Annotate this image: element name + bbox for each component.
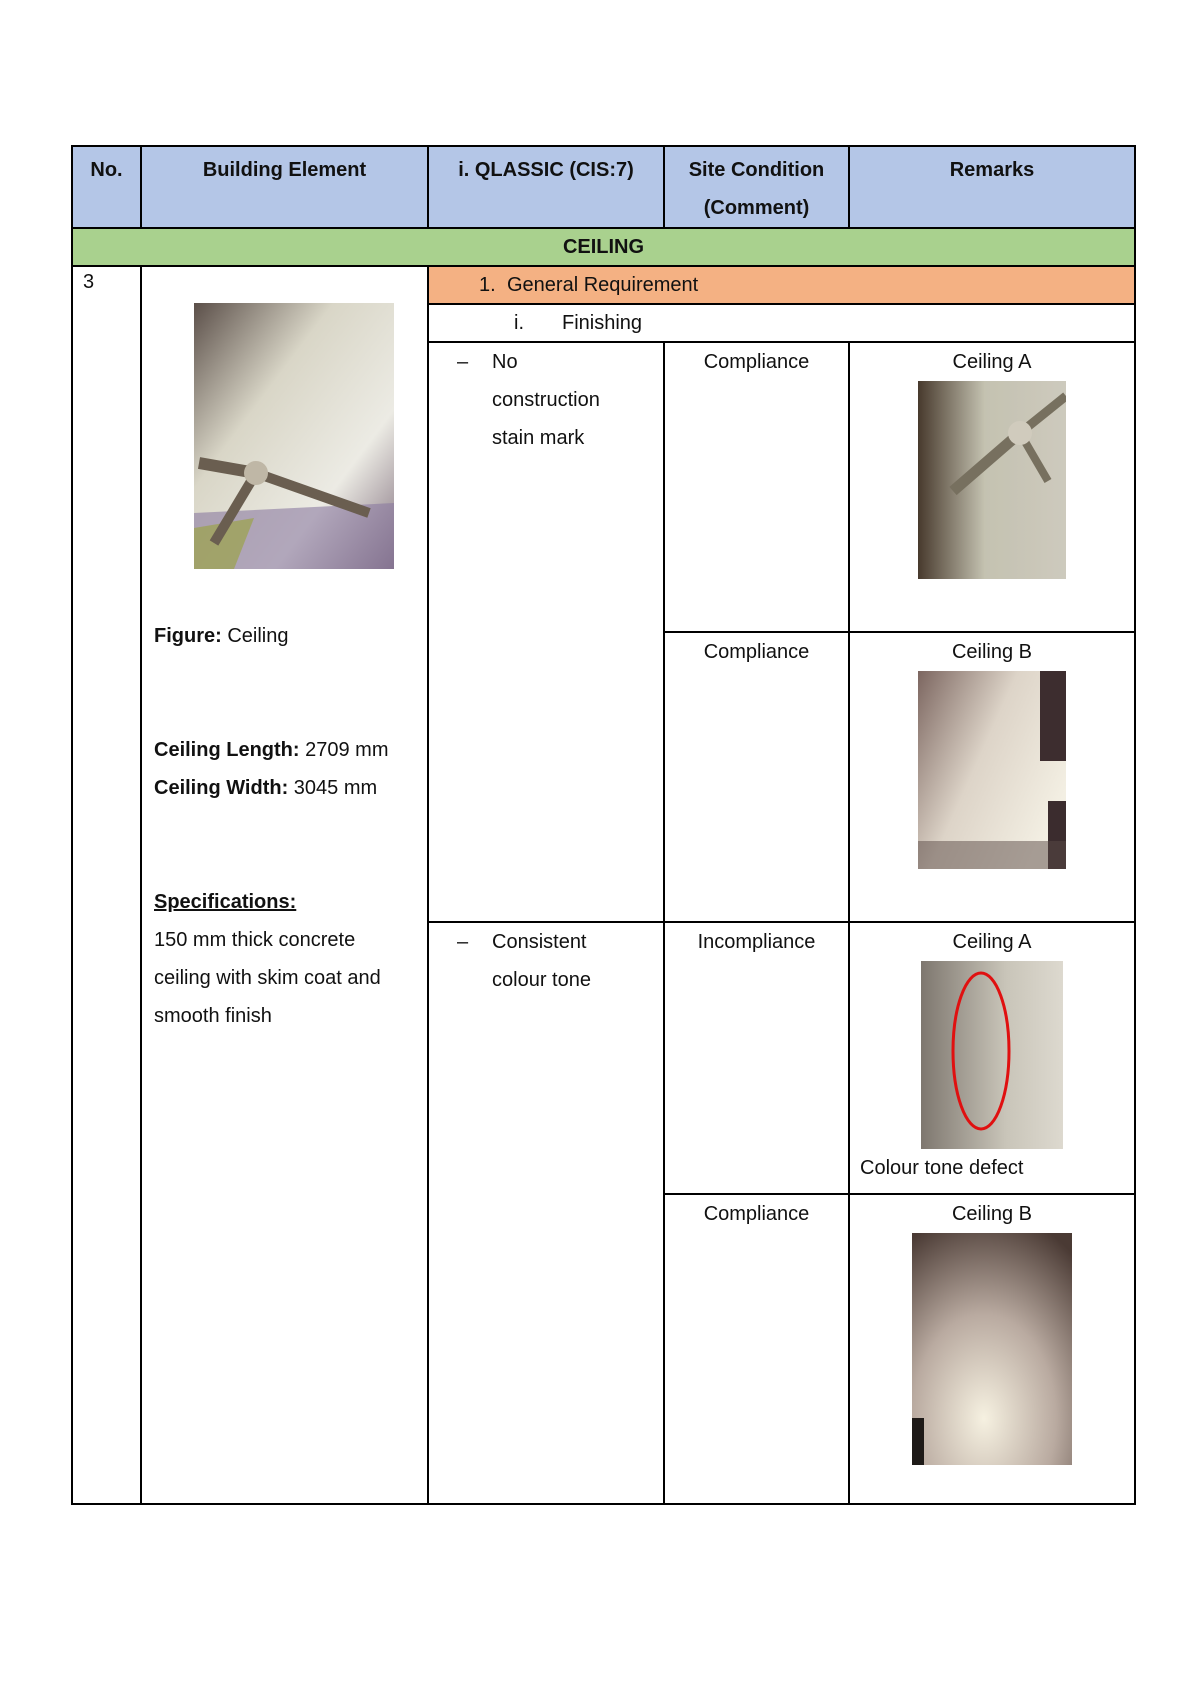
remark-cell [849, 1194, 1135, 1504]
specifications-label: Specifications: [154, 891, 297, 913]
remark-cell [849, 922, 1135, 1194]
site-condition: Incompliance [664, 922, 849, 1194]
requirement-label: General Requirement [507, 274, 699, 296]
ceiling-b-photo [918, 671, 1066, 869]
finishing-label: Finishing [562, 312, 643, 334]
header-site-condition-line2: (Comment) [703, 197, 810, 219]
length-label: Ceiling Length: [154, 739, 300, 761]
header-remarks: Remarks [849, 146, 1135, 228]
remark-label: Ceiling B [951, 641, 1033, 663]
finishing-row: i. Finishing [428, 304, 1135, 342]
ceiling-fan-photo [194, 303, 394, 569]
remark-label: Ceiling B [951, 1203, 1033, 1225]
site-condition: Compliance [664, 342, 849, 632]
site-condition: Compliance [664, 1194, 849, 1504]
building-element-cell [141, 266, 428, 1504]
row-number: 3 [72, 266, 141, 1504]
remark-label: Ceiling A [952, 931, 1032, 953]
header-site-condition [664, 146, 849, 228]
width-value: 3045 mm [288, 777, 378, 799]
header-building-element: Building Element [141, 146, 428, 228]
length-value: 2709 mm [299, 739, 389, 761]
remark-cell [849, 342, 1135, 632]
requirement-row [72, 266, 1135, 304]
header-site-condition-line1: Site Condition [688, 159, 825, 181]
figure-label: Figure: [154, 625, 222, 647]
section-row [72, 228, 1135, 266]
header-row [72, 146, 1135, 228]
criterion-colour-tone: – Consistent colour tone [428, 922, 664, 1504]
section-title: CEILING [72, 228, 1135, 266]
width-label: Ceiling Width: [154, 777, 289, 799]
ceiling-a-fan-photo [918, 381, 1066, 579]
defect-note: Colour tone defect [860, 1157, 1024, 1179]
spec-line-2: ceiling with skim coat and [154, 967, 381, 989]
spec-line-3: smooth finish [154, 1005, 272, 1027]
ceiling-b-corner-photo [912, 1233, 1072, 1465]
inspection-table [71, 145, 1136, 1505]
criterion-stain-mark: – No construction stain mark [428, 342, 664, 922]
colour-tone-defect-photo [921, 961, 1063, 1149]
figure-value: Ceiling [221, 625, 289, 647]
site-condition: Compliance [664, 632, 849, 922]
spec-line-1: 150 mm thick concrete [154, 929, 356, 951]
header-no: No. [72, 146, 141, 228]
remark-cell [849, 632, 1135, 922]
header-qlassic: i. QLASSIC (CIS:7) [428, 146, 664, 228]
remark-label: Ceiling A [952, 351, 1032, 373]
general-requirement: 1. General Requirement [428, 266, 1135, 304]
